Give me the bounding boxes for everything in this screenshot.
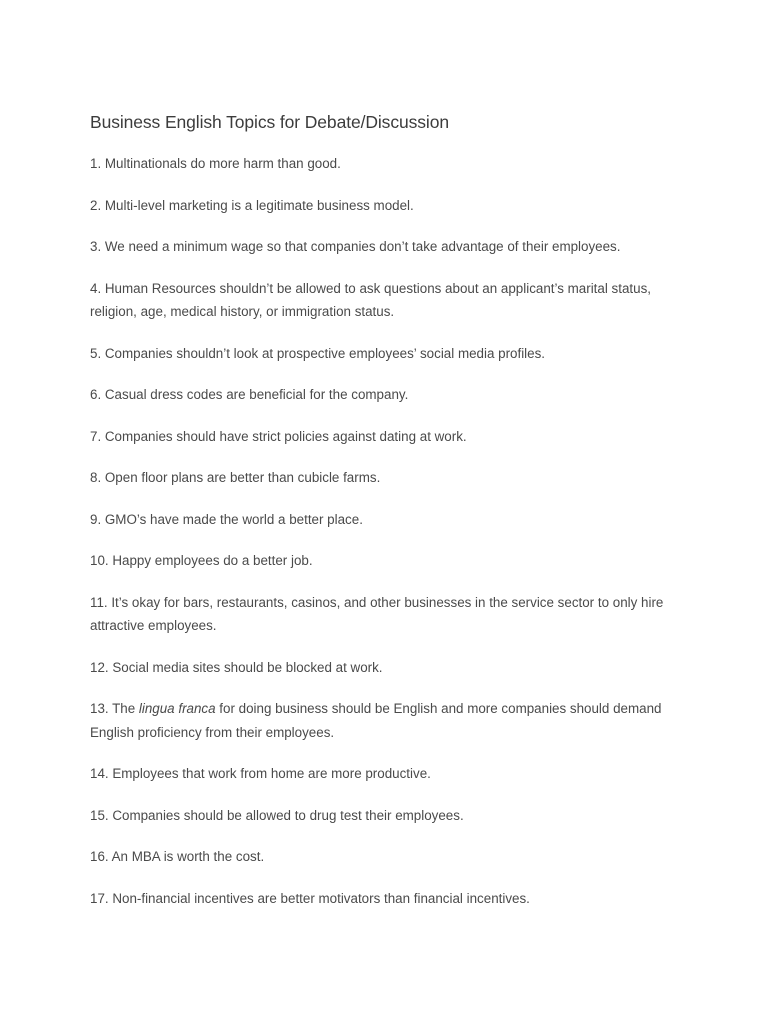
topic-item-2: 2. Multi-level marketing is a legitimate business model.	[90, 197, 414, 213]
topic-item-3: 3. We need a minimum wage so that companies don’t take advantage of their employees.	[90, 239, 621, 254]
topic-item-7: 7. Companies should have strict policies against dating at work.	[90, 428, 467, 444]
topic-item-4: 4. Human Resources shouldn’t be allowed to ask questions about an applicant’s marital status, religion, age, medical history, or immigration status.	[90, 280, 651, 319]
topic-item-6: 6. Casual dress codes are beneficial for the company.	[90, 387, 409, 402]
topic-item-17: 17. Non-financial incentives are better motivators than financial incentives.	[90, 890, 530, 906]
topic-item-16: 16. An MBA is worth the cost.	[90, 849, 265, 864]
topic-list	[90, 152, 680, 910]
topic-item-5: 5. Companies shouldn’t look at prospective employees’ social media profiles.	[90, 345, 546, 361]
topic-13-prefix: 13. The	[90, 701, 139, 716]
topic-item-12: 12. Social media sites should be blocked at work.	[90, 659, 383, 675]
topic-item-1: 1. Multinationals do more harm than good.	[90, 156, 341, 171]
topic-13-suffix: for doing business should be English and more companies should demand English proficiency from their employees.	[90, 701, 662, 740]
document-title: Business English Topics for Debate/Discussion	[90, 112, 449, 132]
document-page	[90, 110, 680, 928]
topic-item-9: 9. GMO’s have made the world a better place.	[90, 511, 363, 527]
topic-item-8: 8. Open floor plans are better than cubicle farms.	[90, 470, 381, 485]
topic-item-13	[90, 697, 680, 744]
topic-item-11: 11. It’s okay for bars, restaurants, casinos, and other businesses in the service sector to only hire attractive employees.	[90, 594, 664, 633]
topic-item-14: 14. Employees that work from home are more productive.	[90, 766, 431, 781]
topic-item-15: 15. Companies should be allowed to drug test their employees.	[90, 807, 464, 823]
topic-13-italic-term: lingua franca	[138, 701, 216, 716]
topic-item-10: 10. Happy employees do a better job.	[90, 553, 313, 568]
